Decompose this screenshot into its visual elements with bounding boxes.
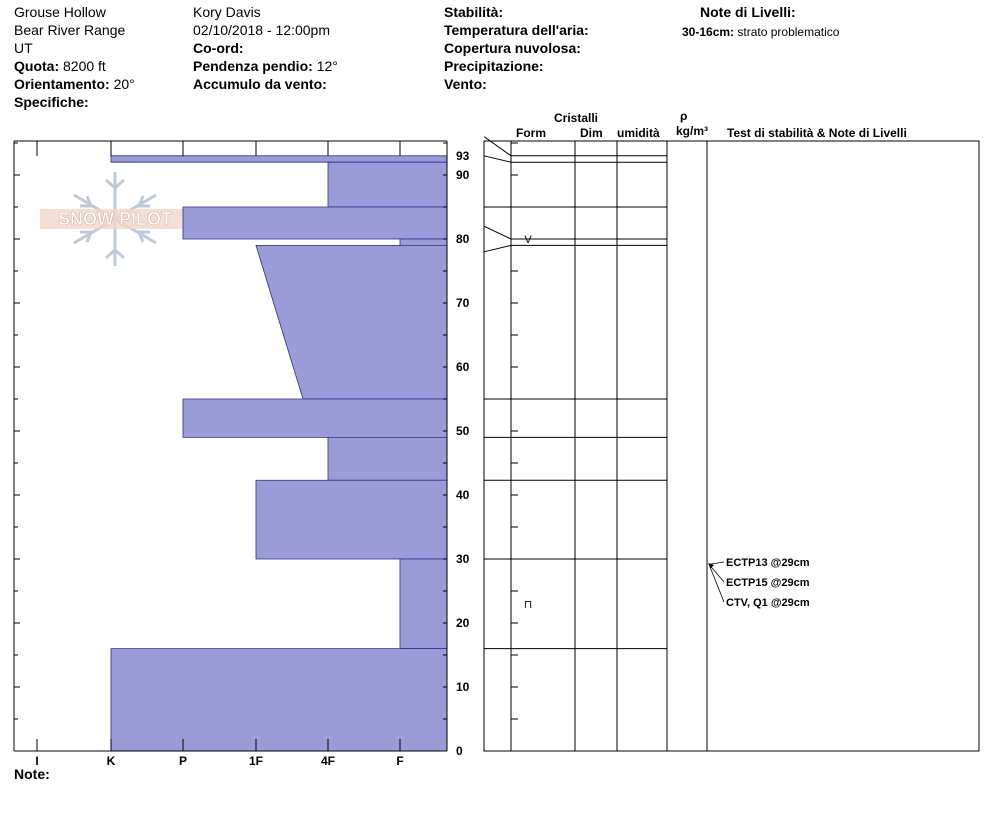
logo-text: SNOW PILOT <box>58 209 172 229</box>
depth-connector <box>484 245 511 251</box>
stability-label: Stabilità: <box>444 4 504 20</box>
y-top-label: 93 <box>456 148 470 163</box>
y-tick-label: 40 <box>456 488 470 502</box>
layer-note-range: 30-16cm: <box>682 25 735 39</box>
hardness-layer <box>400 559 447 649</box>
specifics-label: Specifiche: <box>14 94 89 110</box>
y-tick-label: 70 <box>456 296 470 310</box>
snowpilot-logo <box>40 172 190 266</box>
depth-connector <box>484 137 511 156</box>
crystal-symbol: V <box>524 234 532 246</box>
air-temp-label: Temperatura dell'aria: <box>444 22 589 38</box>
col-density-unit: kg/m³ <box>676 124 709 138</box>
crystal-symbol: ⊓ <box>523 598 533 611</box>
cloud-cover-label: Copertura nuvolosa: <box>444 40 581 56</box>
hardness-layer <box>111 156 447 162</box>
elevation-label: Quota: <box>14 58 60 74</box>
depth-connector <box>484 156 511 162</box>
col-stability-notes: Test di stabilità & Note di Livelli <box>727 126 907 140</box>
x-tick-label: P <box>178 754 188 768</box>
col-moisture: umidità <box>617 126 660 140</box>
x-tick-label: F <box>396 754 404 768</box>
stability-test-label: CTV, Q1 @29cm <box>726 597 810 609</box>
grid-frame <box>484 141 979 751</box>
y-tick-label: 50 <box>456 424 470 438</box>
hardness-layer <box>256 245 447 399</box>
observation-datetime: 02/10/2018 - 12:00pm <box>193 22 330 38</box>
x-tick-label: I <box>35 754 39 768</box>
hardness-layer <box>328 437 447 480</box>
wind-loading-label: Accumulo da vento: <box>193 76 327 92</box>
wind-label: Vento: <box>444 76 487 92</box>
coord-label: Co-ord: <box>193 40 244 56</box>
y-tick-label: 30 <box>456 552 470 566</box>
slope-label: Pendenza pendio: <box>193 58 313 74</box>
hardness-layer <box>183 399 447 437</box>
col-rho: ρ <box>680 109 688 123</box>
range-name: Bear River Range <box>14 22 126 38</box>
hardness-layer <box>111 649 447 751</box>
y-tick-label: 60 <box>456 360 470 374</box>
col-dim: Dim <box>580 126 603 140</box>
layer-notes-title: Note di Livelli: <box>700 4 796 20</box>
col-crystals: Cristalli <box>554 111 599 125</box>
y-tick-label: 80 <box>456 232 470 246</box>
stability-test-label: ECTP15 @29cm <box>726 577 810 589</box>
layer-note-text: strato problematico <box>737 25 840 39</box>
stability-test-label: ECTP13 @29cm <box>726 557 810 569</box>
depth-connector <box>484 226 511 239</box>
x-tick-label: K <box>106 754 116 768</box>
aspect-label: Orientamento: <box>14 76 110 92</box>
y-tick-label: 10 <box>456 680 470 694</box>
aspect-value: 20° <box>113 76 135 92</box>
stability-test-leader <box>709 562 724 564</box>
col-form: Form <box>516 126 546 140</box>
observer-name: Kory Davis <box>193 4 261 20</box>
state-name: UT <box>14 40 33 56</box>
x-tick-label: 4F <box>320 754 336 768</box>
stability-test-leader <box>709 564 724 602</box>
y-tick-label: 90 <box>456 168 470 182</box>
notes-label: Note: <box>14 766 50 782</box>
hardness-layer <box>400 239 447 245</box>
location-name: Grouse Hollow <box>14 4 106 20</box>
slope-value: 12° <box>316 58 338 74</box>
hardness-layer <box>328 162 447 207</box>
y-tick-label: 0 <box>456 744 463 758</box>
x-tick-label: 1F <box>248 754 264 768</box>
y-tick-label: 20 <box>456 616 470 630</box>
hardness-layer <box>183 207 447 239</box>
elevation-value: 8200 ft <box>63 58 106 74</box>
precipitation-label: Precipitazione: <box>444 58 544 74</box>
hardness-layer <box>256 480 447 559</box>
